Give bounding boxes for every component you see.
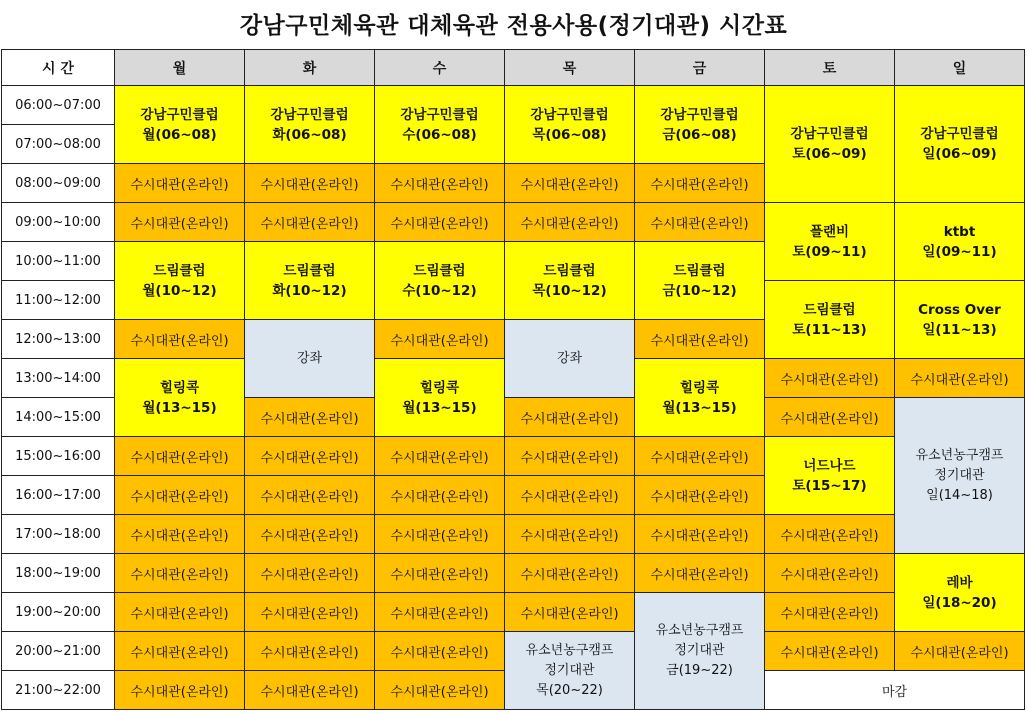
cell-text: 유소년농구캠프 bbox=[525, 642, 614, 658]
schedule-cell bbox=[635, 242, 765, 320]
cell-text: 수시대관(온라인) bbox=[130, 177, 229, 193]
schedule-cell bbox=[115, 671, 245, 710]
cell-text: 정기대관 bbox=[544, 662, 595, 678]
header-row bbox=[2, 50, 1025, 86]
schedule-cell bbox=[375, 593, 505, 632]
schedule-cell bbox=[505, 242, 635, 320]
cell-text: 수시대관(온라인) bbox=[390, 489, 489, 505]
cell-text: 수시대관(온라인) bbox=[130, 489, 229, 505]
cell-text: 강좌 bbox=[556, 350, 583, 366]
schedule-cell bbox=[375, 554, 505, 593]
schedule-cell bbox=[765, 671, 1025, 710]
schedule-cell bbox=[895, 203, 1025, 281]
cell-text: 수시대관(온라인) bbox=[650, 528, 749, 544]
schedule-body bbox=[2, 86, 1025, 710]
cell-text: 수시대관(온라인) bbox=[130, 684, 229, 700]
schedule-cell bbox=[895, 359, 1025, 398]
cell-text: 목(06~08) bbox=[532, 126, 607, 143]
schedule-cell bbox=[765, 398, 895, 437]
cell-text: 일(09~11) bbox=[922, 243, 997, 260]
cell-text: 너드나드 bbox=[803, 457, 856, 474]
cell-text: 수시대관(온라인) bbox=[780, 645, 879, 661]
cell-text: 수시대관(온라인) bbox=[390, 606, 489, 622]
schedule-cell bbox=[765, 632, 895, 671]
cell-text: 수시대관(온라인) bbox=[520, 606, 619, 622]
cell-text: 일(18~20) bbox=[922, 594, 997, 611]
time-slot-label: 11:00~12:00 bbox=[2, 281, 115, 320]
time-slot-label: 07:00~08:00 bbox=[2, 125, 115, 164]
cell-text: 힐링콕 bbox=[419, 379, 460, 396]
schedule-cell bbox=[115, 164, 245, 203]
schedule-cell bbox=[115, 554, 245, 593]
cell-text: 강좌 bbox=[296, 350, 323, 366]
schedule-cell bbox=[115, 203, 245, 242]
cell-text: 드림클럽 bbox=[153, 262, 206, 279]
schedule-cell bbox=[245, 86, 375, 164]
schedule-cell bbox=[505, 320, 635, 398]
header-day-fri: 금 bbox=[635, 50, 765, 86]
cell-text: 수시대관(온라인) bbox=[130, 450, 229, 466]
cell-text: 일(06~09) bbox=[922, 146, 997, 162]
cell-text: 금(10~12) bbox=[662, 282, 737, 299]
cell-text: 수시대관(온라인) bbox=[780, 567, 879, 583]
cell-text: 수시대관(온라인) bbox=[260, 411, 359, 427]
cell-text: 토(11~13) bbox=[792, 321, 867, 338]
cell-text: 유소년농구캠프 bbox=[915, 447, 1004, 463]
schedule-cell bbox=[375, 359, 505, 437]
cell-text: 수시대관(온라인) bbox=[260, 177, 359, 193]
schedule-cell bbox=[505, 86, 635, 164]
schedule-cell bbox=[375, 632, 505, 671]
schedule-cell bbox=[375, 242, 505, 320]
schedule-cell bbox=[375, 515, 505, 554]
schedule-cell bbox=[115, 476, 245, 515]
header-day-mon: 월 bbox=[115, 50, 245, 86]
cell-text: 목(20~22) bbox=[536, 682, 603, 698]
cell-text: 수시대관(온라인) bbox=[260, 684, 359, 700]
header-day-sun: 일 bbox=[895, 50, 1025, 86]
cell-text: 수시대관(온라인) bbox=[130, 528, 229, 544]
schedule-cell bbox=[245, 437, 375, 476]
cell-text: 수시대관(온라인) bbox=[520, 177, 619, 193]
schedule-table bbox=[1, 49, 1025, 710]
cell-text: 수시대관(온라인) bbox=[130, 567, 229, 583]
schedule-cell bbox=[505, 398, 635, 437]
cell-text: 수시대관(온라인) bbox=[130, 606, 229, 622]
cell-text: 수시대관(온라인) bbox=[520, 489, 619, 505]
cell-text: 수시대관(온라인) bbox=[260, 606, 359, 622]
schedule-cell bbox=[635, 554, 765, 593]
schedule-cell bbox=[505, 476, 635, 515]
cell-text: 금(06~08) bbox=[662, 126, 737, 143]
time-slot-label: 18:00~19:00 bbox=[2, 554, 115, 593]
cell-text: 수시대관(온라인) bbox=[650, 177, 749, 193]
cell-text: 화(10~12) bbox=[272, 282, 347, 299]
cell-text: 수시대관(온라인) bbox=[520, 567, 619, 583]
cell-text: ktbt bbox=[943, 223, 976, 240]
schedule-cell bbox=[765, 86, 895, 203]
cell-text: 토(15~17) bbox=[792, 477, 867, 494]
time-slot-label: 09:00~10:00 bbox=[2, 203, 115, 242]
schedule-cell bbox=[505, 554, 635, 593]
header-day-thu: 목 bbox=[505, 50, 635, 86]
cell-text: 수시대관(온라인) bbox=[260, 528, 359, 544]
schedule-cell bbox=[245, 671, 375, 710]
cell-text: 수시대관(온라인) bbox=[260, 645, 359, 661]
schedule-cell bbox=[505, 437, 635, 476]
schedule-cell bbox=[245, 554, 375, 593]
cell-text: 강남구민클럽 bbox=[660, 106, 739, 123]
schedule-cell bbox=[375, 437, 505, 476]
cell-text: 강남구민클럽 bbox=[920, 126, 999, 142]
cell-text: 정기대관 bbox=[674, 643, 725, 658]
cell-text: 목(10~12) bbox=[532, 282, 607, 299]
schedule-cell bbox=[765, 593, 895, 632]
schedule-cell bbox=[635, 359, 765, 437]
cell-text: 일(14~18) bbox=[926, 487, 993, 503]
table-row bbox=[2, 203, 1025, 242]
cell-text: 드림클럽 bbox=[803, 301, 856, 318]
cell-text: 수시대관(온라인) bbox=[650, 567, 749, 583]
cell-text: Cross Over bbox=[918, 301, 1001, 318]
schedule-cell bbox=[635, 515, 765, 554]
cell-text: 수시대관(온라인) bbox=[260, 489, 359, 505]
schedule-cell bbox=[115, 632, 245, 671]
cell-text: 수시대관(온라인) bbox=[390, 177, 489, 193]
schedule-cell bbox=[635, 437, 765, 476]
cell-text: 드림클럽 bbox=[673, 262, 726, 279]
schedule-cell bbox=[245, 476, 375, 515]
schedule-cell bbox=[115, 242, 245, 320]
schedule-cell bbox=[765, 554, 895, 593]
schedule-cell bbox=[635, 86, 765, 164]
header-time: 시 간 bbox=[2, 50, 115, 86]
schedule-cell bbox=[375, 203, 505, 242]
cell-text: 수시대관(온라인) bbox=[780, 372, 879, 388]
schedule-cell bbox=[115, 86, 245, 164]
cell-text: 수시대관(온라인) bbox=[260, 216, 359, 232]
time-slot-label: 14:00~15:00 bbox=[2, 398, 115, 437]
schedule-cell bbox=[375, 671, 505, 710]
schedule-cell bbox=[505, 593, 635, 632]
header-day-tue: 화 bbox=[245, 50, 375, 86]
cell-text: 힐링콕 bbox=[159, 379, 200, 396]
cell-text: 수시대관(온라인) bbox=[650, 450, 749, 466]
cell-text: 수(06~08) bbox=[402, 126, 477, 143]
table-row bbox=[2, 437, 1025, 476]
schedule-cell bbox=[895, 86, 1025, 203]
schedule-cell bbox=[115, 515, 245, 554]
schedule-cell bbox=[895, 632, 1025, 671]
cell-text: 월(13~15) bbox=[142, 399, 217, 416]
schedule-cell bbox=[895, 398, 1025, 554]
time-slot-label: 20:00~21:00 bbox=[2, 632, 115, 671]
table-row bbox=[2, 515, 1025, 554]
schedule-cell bbox=[505, 203, 635, 242]
cell-text: 강남구민클럽 bbox=[400, 106, 479, 123]
schedule-cell bbox=[115, 437, 245, 476]
cell-text: 화(06~08) bbox=[272, 126, 347, 143]
cell-text: 수시대관(온라인) bbox=[130, 216, 229, 232]
cell-text: 수시대관(온라인) bbox=[910, 372, 1009, 388]
cell-text: 수시대관(온라인) bbox=[390, 528, 489, 544]
cell-text: 수시대관(온라인) bbox=[130, 333, 229, 349]
cell-text: 수시대관(온라인) bbox=[390, 684, 489, 700]
cell-text: 유소년농구캠프 bbox=[655, 623, 744, 638]
schedule-cell bbox=[245, 242, 375, 320]
header-day-wed: 수 bbox=[375, 50, 505, 86]
schedule-cell bbox=[505, 164, 635, 203]
cell-text: 수시대관(온라인) bbox=[520, 411, 619, 427]
schedule-cell bbox=[765, 515, 895, 554]
cell-text: 수시대관(온라인) bbox=[650, 333, 749, 349]
schedule-cell bbox=[245, 515, 375, 554]
schedule-cell bbox=[635, 320, 765, 359]
cell-text: 마감 bbox=[881, 684, 908, 700]
cell-text: 강남구민클럽 bbox=[790, 126, 869, 142]
cell-text: 수시대관(온라인) bbox=[780, 411, 879, 427]
page-title: 강남구민체육관 대체육관 전용사용(정기대관) 시간표 bbox=[239, 12, 788, 39]
cell-text: 레바 bbox=[946, 574, 973, 591]
schedule-cell bbox=[635, 203, 765, 242]
time-slot-label: 08:00~09:00 bbox=[2, 164, 115, 203]
table-row bbox=[2, 593, 1025, 632]
time-slot-label: 13:00~14:00 bbox=[2, 359, 115, 398]
cell-text: 수시대관(온라인) bbox=[650, 489, 749, 505]
cell-text: 토(09~11) bbox=[792, 243, 867, 260]
schedule-cell bbox=[895, 281, 1025, 359]
cell-text: 드림클럽 bbox=[413, 262, 466, 279]
table-row bbox=[2, 86, 1025, 125]
cell-text: 강남구민클럽 bbox=[270, 106, 349, 123]
cell-text: 수시대관(온라인) bbox=[390, 333, 489, 349]
schedule-cell bbox=[375, 476, 505, 515]
schedule-cell bbox=[375, 320, 505, 359]
schedule-cell bbox=[375, 86, 505, 164]
schedule-cell bbox=[895, 554, 1025, 632]
cell-text: 강남구민클럽 bbox=[140, 106, 219, 123]
time-slot-label: 15:00~16:00 bbox=[2, 437, 115, 476]
schedule-cell bbox=[245, 320, 375, 398]
schedule-cell bbox=[245, 593, 375, 632]
cell-text: 월(13~15) bbox=[662, 399, 737, 416]
cell-text: 월(10~12) bbox=[142, 282, 217, 299]
cell-text: 수시대관(온라인) bbox=[780, 528, 879, 544]
cell-text: 강남구민클럽 bbox=[530, 106, 609, 123]
cell-text: 수(10~12) bbox=[402, 282, 477, 299]
schedule-cell bbox=[765, 359, 895, 398]
time-slot-label: 12:00~13:00 bbox=[2, 320, 115, 359]
schedule-cell bbox=[115, 359, 245, 437]
cell-text: 수시대관(온라인) bbox=[910, 645, 1009, 661]
schedule-cell bbox=[765, 281, 895, 359]
cell-text: 수시대관(온라인) bbox=[390, 216, 489, 232]
cell-text: 수시대관(온라인) bbox=[130, 645, 229, 661]
schedule-cell bbox=[115, 593, 245, 632]
schedule-cell bbox=[505, 515, 635, 554]
schedule-cell bbox=[635, 593, 765, 710]
time-slot-label: 16:00~17:00 bbox=[2, 476, 115, 515]
schedule-cell bbox=[115, 320, 245, 359]
table-row bbox=[2, 554, 1025, 593]
time-slot-label: 17:00~18:00 bbox=[2, 515, 115, 554]
cell-text: 수시대관(온라인) bbox=[520, 528, 619, 544]
cell-text: 드림클럽 bbox=[543, 262, 596, 279]
schedule-cell bbox=[245, 398, 375, 437]
cell-text: 수시대관(온라인) bbox=[780, 606, 879, 622]
schedule-cell bbox=[765, 203, 895, 281]
schedule-cell bbox=[635, 164, 765, 203]
schedule-cell bbox=[635, 476, 765, 515]
cell-text: 플랜비 bbox=[809, 223, 850, 240]
cell-text: 힐링콕 bbox=[679, 379, 720, 396]
time-slot-label: 21:00~22:00 bbox=[2, 671, 115, 710]
schedule-cell bbox=[245, 164, 375, 203]
cell-text: 수시대관(온라인) bbox=[650, 216, 749, 232]
header-day-sat: 토 bbox=[765, 50, 895, 86]
cell-text: 수시대관(온라인) bbox=[390, 645, 489, 661]
cell-text: 수시대관(온라인) bbox=[390, 450, 489, 466]
cell-text: 일(11~13) bbox=[922, 321, 997, 338]
schedule-cell bbox=[765, 437, 895, 515]
time-slot-label: 10:00~11:00 bbox=[2, 242, 115, 281]
cell-text: 수시대관(온라인) bbox=[390, 567, 489, 583]
schedule-cell bbox=[375, 164, 505, 203]
time-slot-label: 19:00~20:00 bbox=[2, 593, 115, 632]
cell-text: 토(06~09) bbox=[792, 146, 867, 162]
schedule-cell bbox=[505, 632, 635, 710]
cell-text: 수시대관(온라인) bbox=[520, 450, 619, 466]
cell-text: 드림클럽 bbox=[283, 262, 336, 279]
cell-text: 금(19~22) bbox=[666, 663, 733, 678]
cell-text: 정기대관 bbox=[934, 467, 985, 483]
time-slot-label: 06:00~07:00 bbox=[2, 86, 115, 125]
cell-text: 월(13~15) bbox=[402, 399, 477, 416]
cell-text: 수시대관(온라인) bbox=[520, 216, 619, 232]
schedule-cell bbox=[245, 203, 375, 242]
table-row bbox=[2, 632, 1025, 671]
cell-text: 월(06~08) bbox=[142, 126, 217, 143]
cell-text: 수시대관(온라인) bbox=[260, 450, 359, 466]
schedule-cell bbox=[245, 632, 375, 671]
cell-text: 수시대관(온라인) bbox=[260, 567, 359, 583]
